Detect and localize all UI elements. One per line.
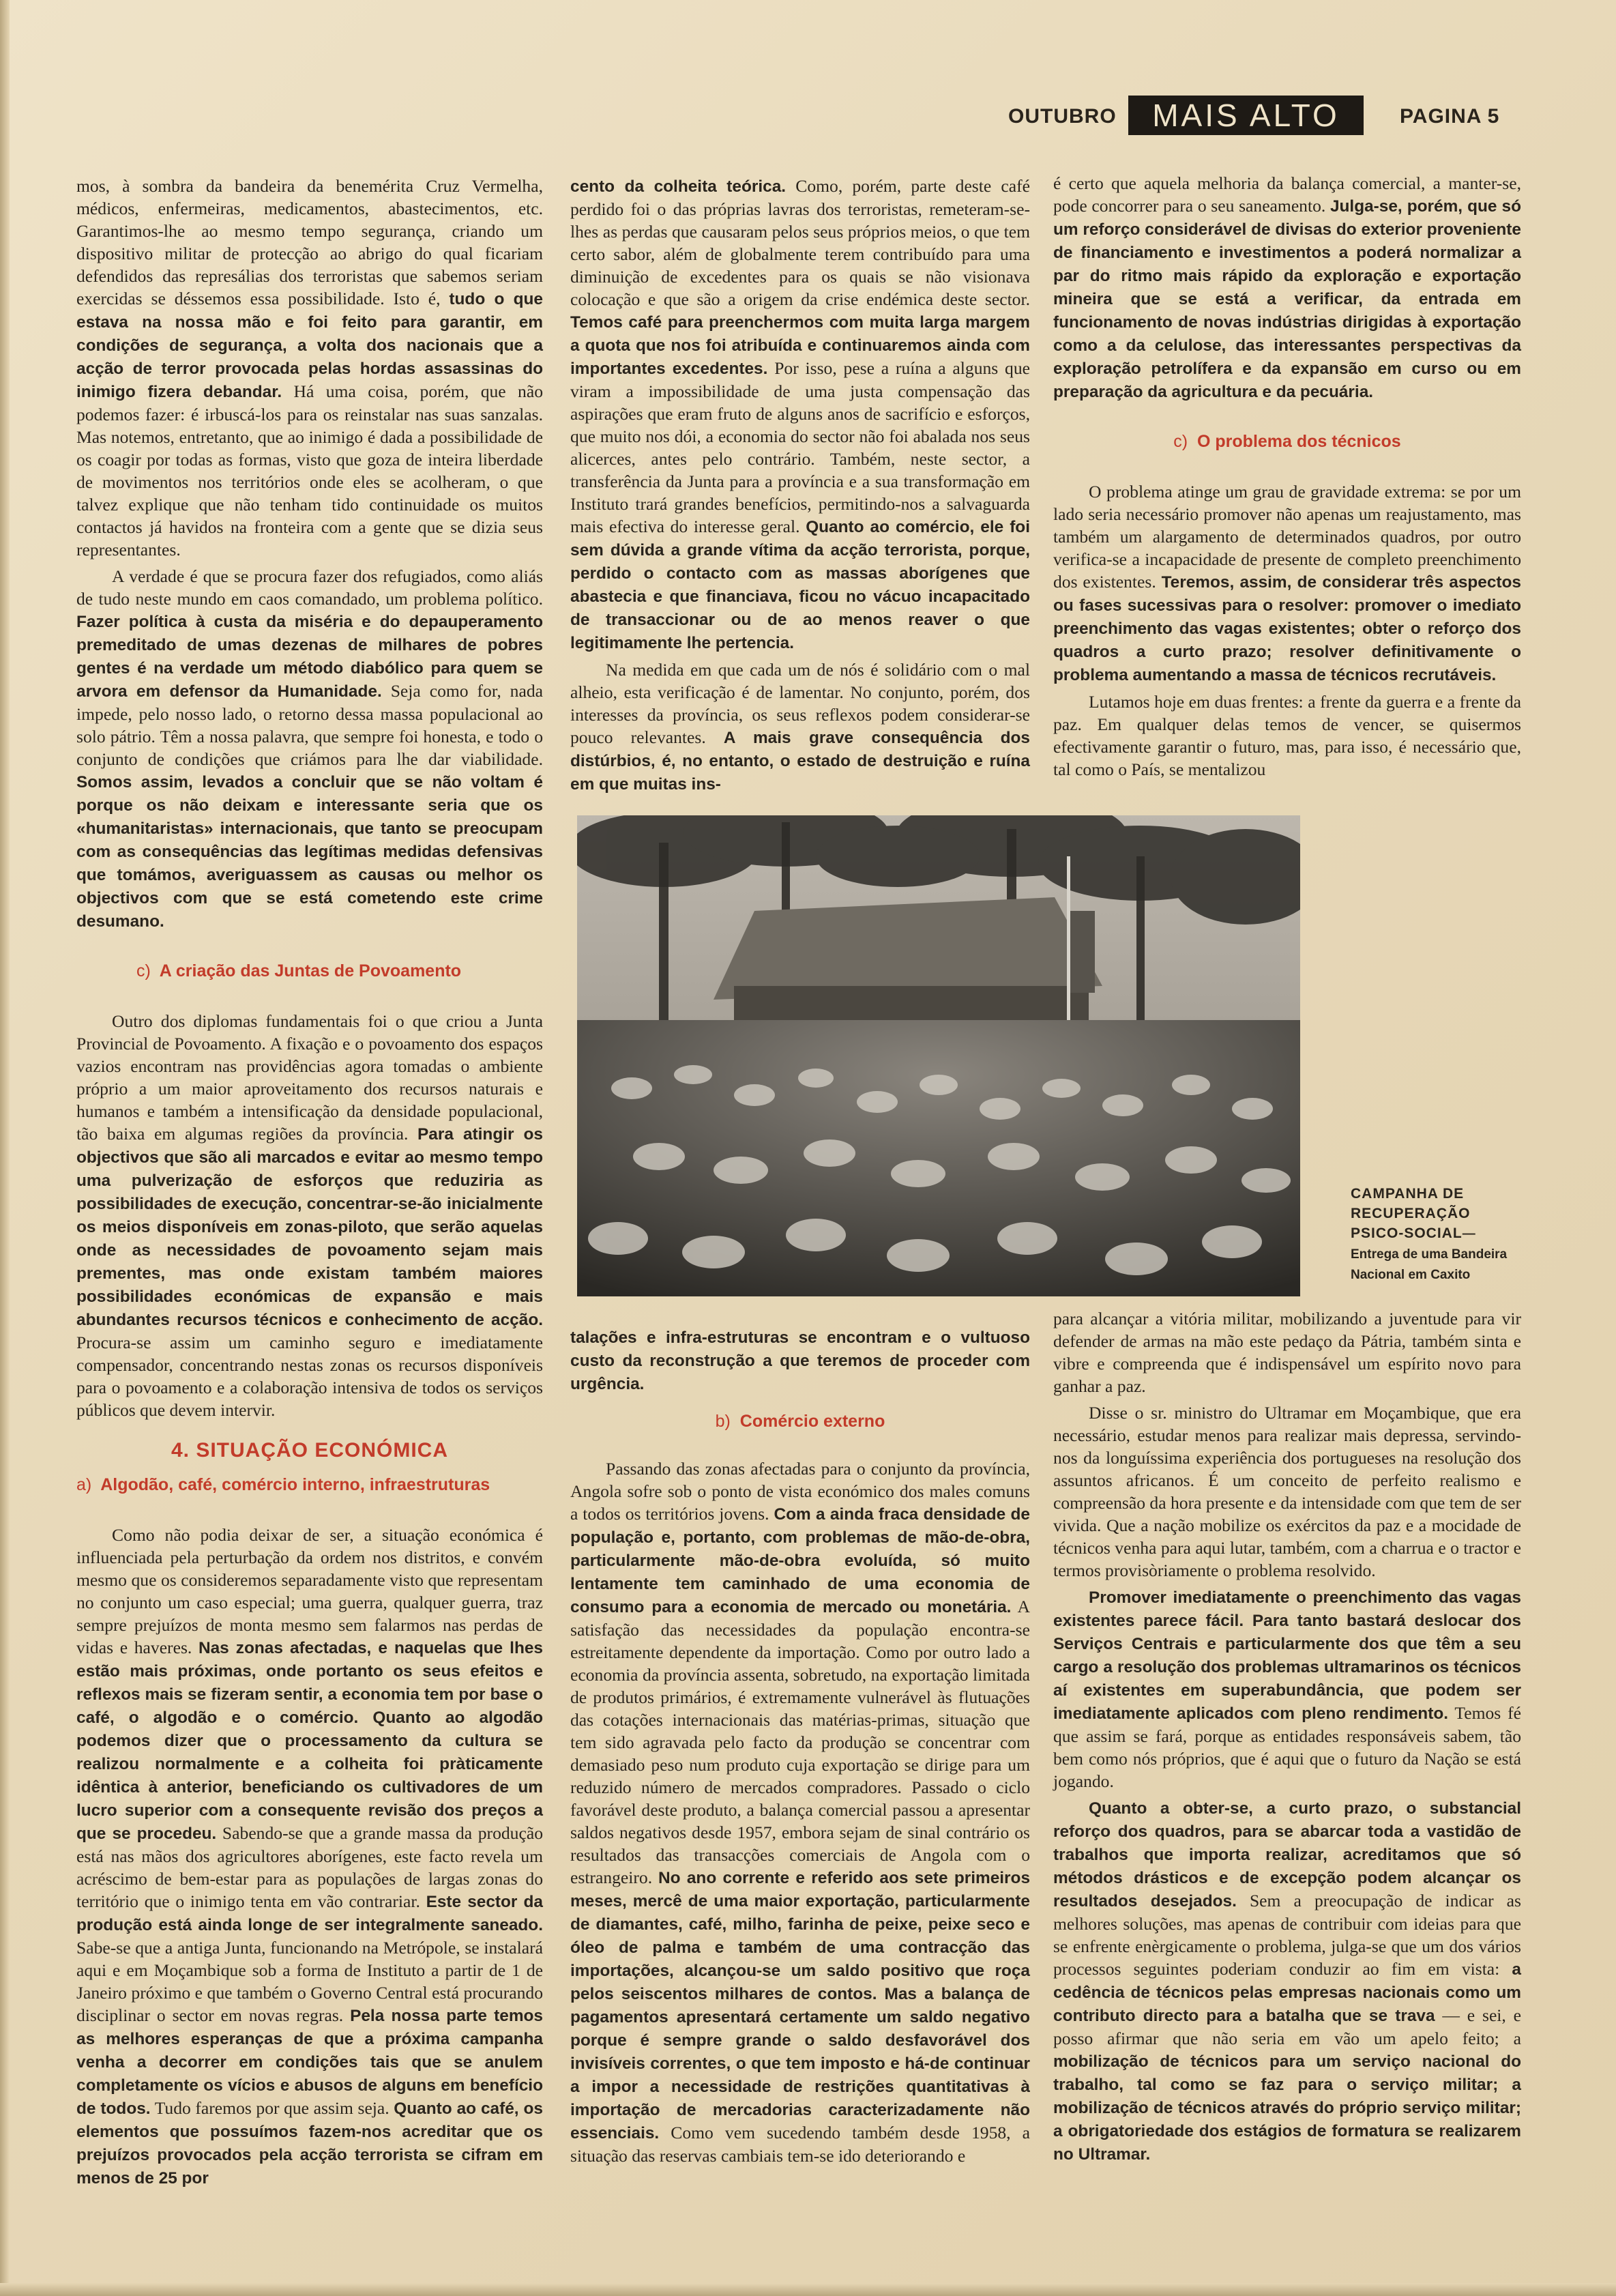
masthead-page-number: PAGINA 5: [1400, 105, 1500, 128]
paragraph: O problema atinge um grau de gravidade extrema: se por um lado seria necessário promover não apenas um reajustamento, mas também um alargamento de determinados quadros, por outro verifica-se a incapacidade de presente de completo preenchimento dos existentes. Teremos, assim, de considerar três aspectos ou fases sucessivas para o resolver: promover o imediato preenchimento das vagas existentes; obter o reforço dos quadros a curto prazo; resolver definitivamente o problema aumentando a massa de técnicos recrutáveis.: [1053, 482, 1521, 684]
page-edge-bottom: [0, 2283, 1616, 2296]
caption-body: — Entrega de uma Bandeira Nacional em Caxito: [1351, 1227, 1508, 1282]
paragraph: Passando das zonas afectadas para o conjunto da província, Angola sofre sob o ponto de vista económico dos males comuns a todos os territórios jovens. Com a ainda fraca densidade de população e, portanto, com problemas de mão-de-obra, particularmente mão-de-obra evoluída, só muito lentamente tem caminhado de uma economia de consumo para a economia de mercado ou monetária. A satisfação das necessidades da população encontra-se estreitamente dependente da importação. Como por outro lado a economia da província assenta, sobretudo, na exportação limitada de produtos primários, é extremamente vulnerável às flutuações das cotações internacionais das matérias-primas, situação que tem sido agravada pelo facto da produção se concentrar com demasiado peso num produto cuja exportação se dirige para um reduzido número de mercados compradores. Passado o ciclo favorável deste produto, a balança comercial passou a apresentar saldos negativos desde 1957, embora sejam de sinal contrário os resultados das transacções comerciais de Angola com o estrangeiro. No ano corrente e referido aos sete primeiros meses, mercê de uma maior exportação, particularmente de diamantes, café, milho, farinha de peixe, peixe seco e óleo de palma e também de uma contracção das importações, alcançou-se um saldo positivo que roça pelos seiscentos milhares de contos. Mas a balança de pagamentos apresentará certamente um saldo negativo porque é sempre grande o saldo desfavorável dos invisíveis correntes, o que tem imposto e há-de continuar a impor a necessidade de restrições quantitativas à importação de mercadorias caracterizadamente não essenciais. Como vem sucedendo também desde 1958, a situação das reservas cambiais tem-se ido deteriorando e: [570, 1459, 1031, 2166]
caption-title: CAMPANHA DE RECUPERAÇÃO PSICO-SOCIAL: [1351, 1186, 1471, 1241]
column-1: [76, 175, 543, 2188]
paragraph: Na medida em que cada um de nós é solidário com o mal alheio, esta verificação é de lamentar. No conjunto, porém, dos interesses da província, os seus reflexos podem considerar-se pouco relevantes. A mais grave consequência dos distúrbios, é, no entanto, o estado de destruição e ruína em que muitas ins-: [570, 660, 1030, 794]
subheading-comercio-externo: b) Comércio externo: [715, 1412, 885, 1431]
masthead: [1008, 96, 1527, 136]
column-3-top: [1053, 172, 1521, 820]
subheading-juntas-povoamento: c) A criação das Juntas de Povoamento: [136, 961, 462, 980]
paragraph: Como não podia deixar de ser, a situação económica é influenciada pela perturbação da ordem nos distritos, e convém mesmo que os consideremos separadamente visto que representam no conjunto um caso especial; uma guerra, qualquer guerra, traz sempre prejuízos de monta mesmo sem falarmos nas perdas de vidas e haveres. Nas zonas afectadas, e naquelas que lhes estão mais próximas, onde portanto os seus efeitos e reflexos mais se fizeram sentir, a economia tem por base o café, o algodão e o comércio. Quanto ao algodão podemos dizer que o processamento da cultura se realizou normalmente e a colheita foi pràticamente idêntica à anterior, beneficiando os cultivadores de um lucro superior com a consequente revisão dos preços a que se procedeu. Sabendo-se que a grande massa da produção está nas mãos dos agricultores aborígenes, este facto revela um acréscimo de bem-estar para as populações de largas zonas do território que o inimigo tenta em vão contrariar. Este sector da produção está ainda longe de ser integralmente saneado. Sabe-se que a antiga Junta, funcionando na Metrópole, se instalará aqui e em Moçambique sob a forma de Instituto a partir de 1 de Janeiro próximo e que também o Governo Central está procurando disciplinar o sector em novas regras. Pela nossa parte temos as melhores esperanças de que a próxima campanha venha a decorrer em condições tais que se anulem completamente os vícios e abusos de alguns em benefício de todos. Tudo faremos por que assim seja. Quanto ao café, os elementos que possuímos fazem-nos acreditar que os prejuízos provocados pela acção terrorista se cifram em menos de 25 por: [76, 1525, 543, 2188]
masthead-month: OUTUBRO: [1008, 105, 1117, 128]
paragraph: para alcançar a vitória militar, mobilizando a juventude para vir defender de armas na mão este pedaço da Pátria, também sinta e vibre e compreenda que é indispensável um espírito novo para ganhar a paz.: [1053, 1309, 1521, 1396]
section-heading-situacao-economica: 4. SITUAÇÃO ECONÓMICA: [171, 1439, 449, 1462]
paragraph: Outro dos diplomas fundamentais foi o que criou a Junta Provincial de Povoamento. A fixação e o povoamento dos espaços vazios encontram nas providências agora tomadas o ambiente próprio a um maior aproveitamento dos recursos naturais e humanos e também a intensificação da densidade populacional, tão baixa em algumas regiões da província. Para atingir os objectivos que são ali marcados e evitar ao mesmo tempo uma pulverização de esforços que reduziria as possibilidades de execução, concentrar-se-ão inicialmente os meios disponíveis em zonas-piloto, que serão aquelas onde as necessidades de povoamento sejam mais prementes, mas onde existam também maiores possibilidades económicas de expansão e mais abundantes recursos técnicos e conhecimento de acção. Procura-se assim um caminho seguro e imediatamente compensador, concentrando nestas zonas os recursos disponíveis para o povoamento e a colaboração intensiva de todos os serviços públicos que devem intervir.: [76, 1011, 543, 1420]
masthead-title: MAIS ALTO: [1128, 96, 1364, 135]
paragraph: Lutamos hoje em duas frentes: a frente da guerra e a frente da paz. Em qualquer delas temos de vencer, se quisermos efectivamente garantir o futuro, mas, para isso, é necessário que, tal como o País, se mentalizou: [1053, 692, 1521, 779]
page-edge-left: [0, 0, 10, 2296]
column-2-bottom: [570, 1326, 1031, 2166]
paragraph: é certo que aquela melhoria da balança comercial, a manter-se, pode concorrer para o seu saneamento. Julga-se, porém, que só um reforço considerável de divisas do exterior proveniente de financiamento e investimentos a poderá normalizar a par do ritmo mais rápido da exploração e exportação mineira que se está a verificar, da entrada em funcionamento de novas indústrias dirigidas à exportação como a da celulose, das interessantes perspectivas da exploração petrolífera e da expansão em curso ou em preparação da agricultura e da pecuária.: [1053, 173, 1521, 401]
paragraph: A verdade é que se procura fazer dos refugiados, como aliás de tudo neste mundo em caos comandado, um problema político. Fazer política à custa da miséria e do depauperamento premeditado de umas dezenas de milhares de pobres gentes é na verdade um método diabólico para quem se arvora em defensor da Humanidade. Seja como for, nada impede, pelo nosso lado, o retorno dessa massa populacional ao solo pátrio. Têm a nossa palavra, que sempre foi honesta, e todo o conjunto de condições que criámos para lhe dar viabilidade. Somos assim, levados a concluir que se não voltam é porque os não deixam e interessante seria que os «humanitaristas» internacionais, que tanto se preocupam com as consequências das legítimas medidas defensivas que tomámos, averiguassem as causas ou melhor os objectivos com que se está cometendo este crime desumano.: [76, 566, 543, 931]
photo-caption: [1351, 1184, 1520, 1285]
subheading-problema-tecnicos: c) O problema dos técnicos: [1173, 432, 1401, 451]
news-photo-flag-ceremony: [577, 815, 1300, 1296]
paragraph: mos, à sombra da bandeira da benemérita Cruz Vermelha, médicos, enfermeiras, medicamentos, abastecimentos, etc. Garantimos-lhe ao mesmo tempo segurança, criando um dispositivo militar de protecção ao abrigo do qual ficariam defendidos das represálias dos terroristas que sabemos seriam exercidas se déssemos essa possibilidade. Isto é, tudo o que estava na nossa mão e foi feito para garantir, em condições de segurança, a volta dos nacionais que a acção de terror provocada pelas hordas assassinas do inimigo fizera debandar. Há uma coisa, porém, que não podemos fazer: é irbuscá-los para os reinstalar nas suas sanzalas. Mas notemos, entretanto, que ao inimigo é dada a possibilidade de os coagir por todas as formas, visto que goza de inteira liberdade de movimentos nos territórios onde eles se acolheram, o que talvez explique que não tenham tido continuidade os muitos contactos já havidos na fronteira com a gente que se dizia seus representantes.: [76, 176, 543, 560]
paragraph: Disse o sr. ministro do Ultramar em Moçambique, que era necessário, estudar menos para realizar mais depressa, servindo-nos da longuíssima experiência dos portugueses na resolução dos assuntos africanos. É um conceito de perfeito realismo e compreensão da hora presente e da intensidade com que tem de ser vivida. Que a nação mobilize os exércitos da paz e a mocidade de técnicos venha para aqui lutar, também, com a charrua e o tractor e termos provisòriamente o problema resolvido.: [1053, 1403, 1521, 1580]
column-3-bottom: [1053, 1307, 1521, 2164]
column-2-top: [570, 175, 1030, 796]
paragraph: Quanto a obter-se, a curto prazo, o substancial reforço dos quadros, para se abarcar toda a vastidão de trabalhos que importa realizar, acreditamos que só métodos drásticos e de excepção podem alcançar os resultados desejados. Sem a preocupação de indicar as melhores soluções, mas apenas de contribuir com ideias para que se enfrente enèrgicamente o problema, julga-se que um dos vários processos seguintes poderiam conduzir ao fim em vista: a cedência de técnicos pelas empresas nacionais como um contributo directo para a batalha que se trava — e sei, e posso afirmar que não seria em vão um apelo feito; a mobilização de técnicos para um serviço nacional do trabalho, tal como se faz para o serviço militar; a mobilização de técnicos através do próprio serviço militar; a obrigatoriedade dos estágios de formatura se realizarem no Ultramar.: [1053, 1799, 1521, 2164]
paragraph: Promover imediatamente o preenchimento das vagas existentes parece fácil. Para tanto bastará deslocar dos Serviços Centrais e particularmente dos que têm a seu cargo a resolução dos problemas ultramarinos os técnicos aí existentes em superabundância, que podem ser imediatamente aplicados com pleno rendimento. Temos fé que assim se fará, porque as entidades responsáveis sabem, tão bem como nós próprios, que é aqui que o futuro da Nação se está jogando.: [1053, 1588, 1521, 1791]
subheading-algodao-cafe: a) Algodão, café, comércio interno, infraestruturas: [76, 1475, 490, 1494]
paragraph: cento da colheita teórica. Como, porém, parte deste café perdido foi o das próprias lavras dos terroristas, remeteram-se-lhes as perdas que causaram pelos seus próprios meios, o que tem certo sabor, além de globalmente terem contribuído para uma diminuição de excedentes para os quais se não visionava colocação e que são a origem da crise endémica deste sector. Temos café para preenchermos com muita larga margem a quota que nos foi atribuída e continuaremos ainda com importantes excedentes. Por isso, pese a ruína a alguns que viram a impossibilidade de uma justa compensação das aspirações que eram fruto de alguns anos de sacrifício e esforços, que muito nos dói, a economia do sector não foi abalada nos seus alicerces, antes pelo contrário. Também, neste sector, a transferência da Junta para a província e a sua transformação em Instituto trará grandes benefícios, permitindo-nos a salvaguarda mais efectiva do interesse geral. Quanto ao comércio, ele foi sem dúvida a grande vítima da acção terrorista, porque, perdido o contacto com as massas aborígenes que abastecia e que financiava, ficou no vácuo incapacitado de transaccionar ou de ao menos reaver o que legitimamente lhe pertencia.: [570, 176, 1030, 652]
paragraph: talações e infra-estruturas se encontram e o vultuoso custo da reconstrução a que teremos de proceder com urgência.: [570, 1328, 1030, 1393]
